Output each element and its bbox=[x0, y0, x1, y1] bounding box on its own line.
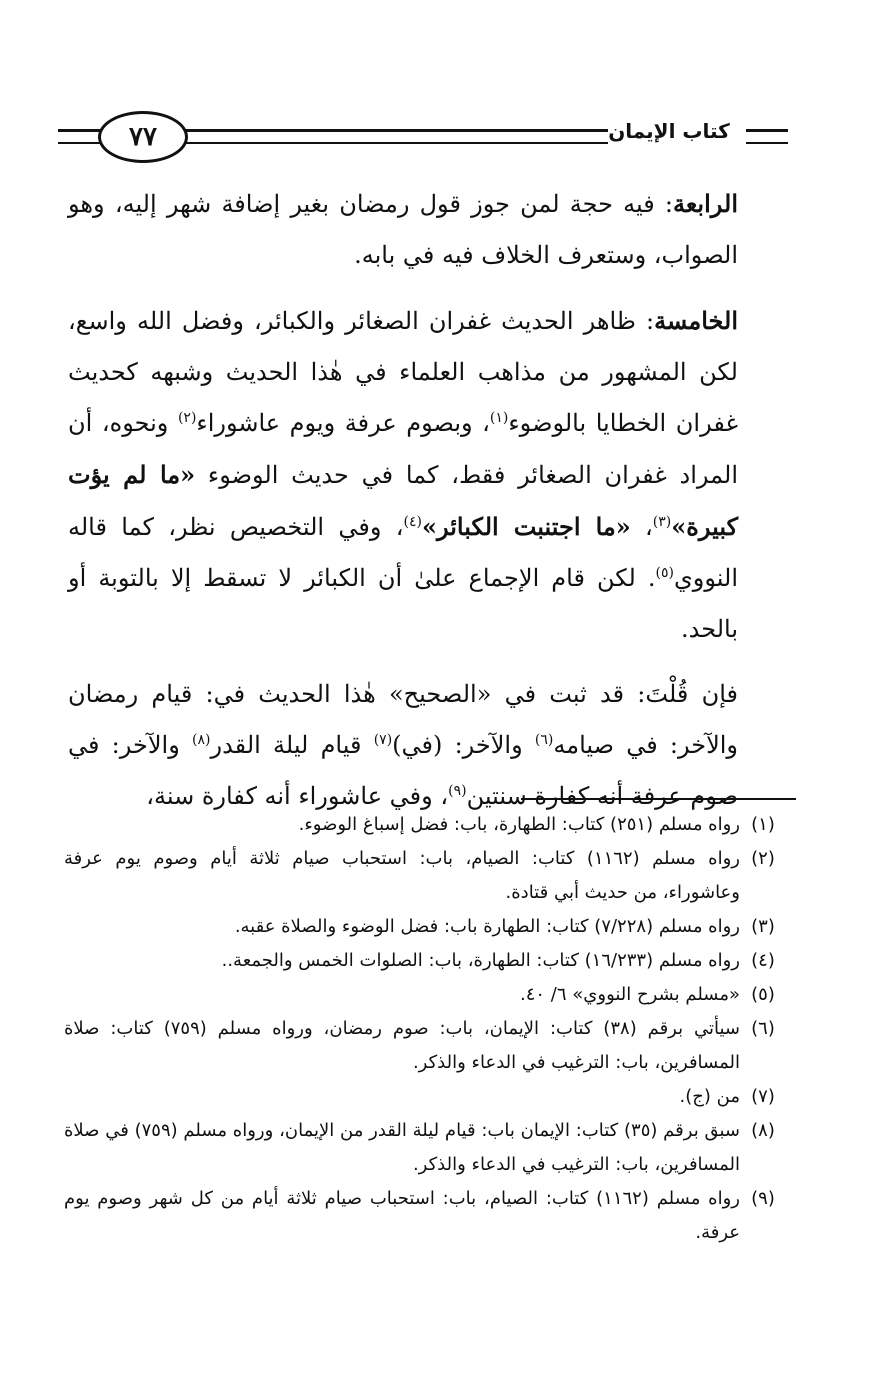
footnote-number: (٥) bbox=[751, 984, 775, 1005]
page-number: ٧٧ bbox=[98, 111, 188, 163]
footnote-number: (٩) bbox=[751, 1188, 775, 1209]
page-header bbox=[58, 105, 788, 163]
main-text bbox=[68, 178, 738, 836]
footnote-number: (٦) bbox=[751, 1018, 775, 1039]
paragraph-text: فإن قُلْتَ: قد ثبت في «الصحيح» هٰذا الحديث في: قيام رمضان والآخر: في صيامه bbox=[68, 680, 739, 759]
footnote-text: رواه مسلم (٢٥١) كتاب: الطهارة، باب: فضل إسباغ الوضوء. bbox=[298, 814, 740, 835]
footnote-number: (١) bbox=[751, 814, 775, 835]
footnote-ref[interactable]: (٢) bbox=[177, 410, 197, 426]
paragraph-fourth bbox=[68, 178, 738, 281]
header-rule-right bbox=[746, 129, 788, 144]
footnote-number: (٣) bbox=[751, 916, 775, 937]
footnote-number: (٨) bbox=[751, 1120, 775, 1141]
footnote-ref[interactable]: (٩) bbox=[448, 783, 467, 799]
footnote-ref[interactable]: (١) bbox=[489, 410, 509, 426]
hadith-quote: «ما اجتنبت الكبائر» bbox=[421, 512, 631, 541]
footnote-ref[interactable]: (٤) bbox=[403, 514, 422, 530]
footnote-item bbox=[64, 1012, 786, 1080]
footnote-item bbox=[64, 1080, 786, 1114]
footnote-ref[interactable]: (٧) bbox=[373, 732, 393, 748]
paragraph-label: الرابعة bbox=[672, 189, 738, 218]
paragraph-text: ، وفي التخصيص نظر، كما قاله النووي bbox=[68, 513, 738, 592]
footnotes bbox=[64, 808, 786, 1250]
footnote-text: سبق برقم (٣٥) كتاب: الإيمان باب: قيام ليلة القدر من الإيمان، ورواه مسلم (٧٥٩) في صلاة المسافرين، باب: الترغيب في الدعاء والذكر. bbox=[64, 1120, 740, 1175]
footnote-item bbox=[64, 910, 786, 944]
paragraph-fifth bbox=[68, 295, 738, 655]
paragraph-text: والآخر: في صوم عرفة أنه كفارة سنتين bbox=[68, 731, 738, 810]
footnote-text: من (ج). bbox=[679, 1086, 740, 1107]
paragraph-text: . لكن قام الإجماع علىٰ أن الكبائر لا تسقط إلا بالتوبة أو بالحد. bbox=[68, 564, 738, 643]
paragraph-text: ، وبصوم عرفة ويوم عاشوراء bbox=[196, 409, 490, 437]
hadith-quote: «ما لم يؤت كبيرة» bbox=[68, 460, 738, 541]
footnote-text: رواه مسلم (٧/٢٢٨) كتاب: الطهارة باب: فضل الوضوء والصلاة عقبه. bbox=[234, 916, 740, 937]
footnote-ref[interactable]: (٣) bbox=[652, 514, 672, 530]
footnote-text: رواه مسلم (١١٦٢) كتاب: الصيام، باب: استحباب صيام ثلاثة أيام وصوم يوم عرفة وعاشوراء، من حديث أبي قتادة. bbox=[64, 848, 740, 903]
paragraph-text: ، bbox=[630, 513, 653, 541]
footnote-text: رواه مسلم (١١٦٢) كتاب: الصيام، باب: استحباب صيام ثلاثة أيام من كل شهر وصوم يوم عرفة. bbox=[64, 1188, 740, 1243]
paragraph-label: الخامسة bbox=[654, 306, 738, 335]
footnote-number: (٢) bbox=[751, 848, 775, 869]
paragraph-text: ، وفي عاشوراء أنه كفارة سنة، bbox=[146, 782, 449, 810]
footnote-item bbox=[64, 1182, 786, 1250]
paragraph-text: : فيه حجة لمن جوز قول رمضان بغير إضافة شهر إليه، وهو الصواب، وستعرف الخلاف فيه في بابه. bbox=[68, 190, 738, 269]
footnote-ref[interactable]: (٥) bbox=[655, 565, 674, 581]
header-rule-middle bbox=[178, 129, 608, 144]
footnote-ref[interactable]: (٨) bbox=[192, 732, 211, 748]
footnote-text: رواه مسلم (١٦/٢٣٣) كتاب: الطهارة، باب: الصلوات الخمس والجمعة.. bbox=[221, 950, 740, 971]
book-title: كتاب الإيمان bbox=[608, 119, 730, 143]
footnote-text: «مسلم بشرح النووي» ٦/ ٤٠. bbox=[520, 984, 740, 1005]
footnote-ref[interactable]: (٦) bbox=[534, 732, 554, 748]
footnote-separator bbox=[521, 798, 796, 800]
paragraph-text: : ظاهر الحديث غفران الصغائر والكبائر، وفضل الله واسع، لكن المشهور من مذاهب العلماء في هٰذا الحديث وشبهه كحديث غفران الخطايا بالوضوء bbox=[68, 307, 739, 437]
footnote-number: (٧) bbox=[751, 1086, 775, 1107]
paragraph-text: ونحوه، أن المراد غفران الصغائر فقط، كما في حديث الوضوء bbox=[68, 409, 738, 489]
footnote-item bbox=[64, 978, 786, 1012]
footnote-item bbox=[64, 944, 786, 978]
footnote-item bbox=[64, 842, 786, 910]
paragraph-text: والآخر: (في) bbox=[392, 731, 535, 759]
footnote-item bbox=[64, 808, 786, 842]
footnote-item bbox=[64, 1114, 786, 1182]
footnote-text: سيأتي برقم (٣٨) كتاب: الإيمان، باب: صوم رمضان، ورواه مسلم (٧٥٩) كتاب: صلاة المسافرين، باب: الترغيب في الدعاء والذكر. bbox=[64, 1018, 740, 1073]
paragraph-text: قيام ليلة القدر bbox=[210, 731, 374, 759]
footnote-number: (٤) bbox=[751, 950, 775, 971]
